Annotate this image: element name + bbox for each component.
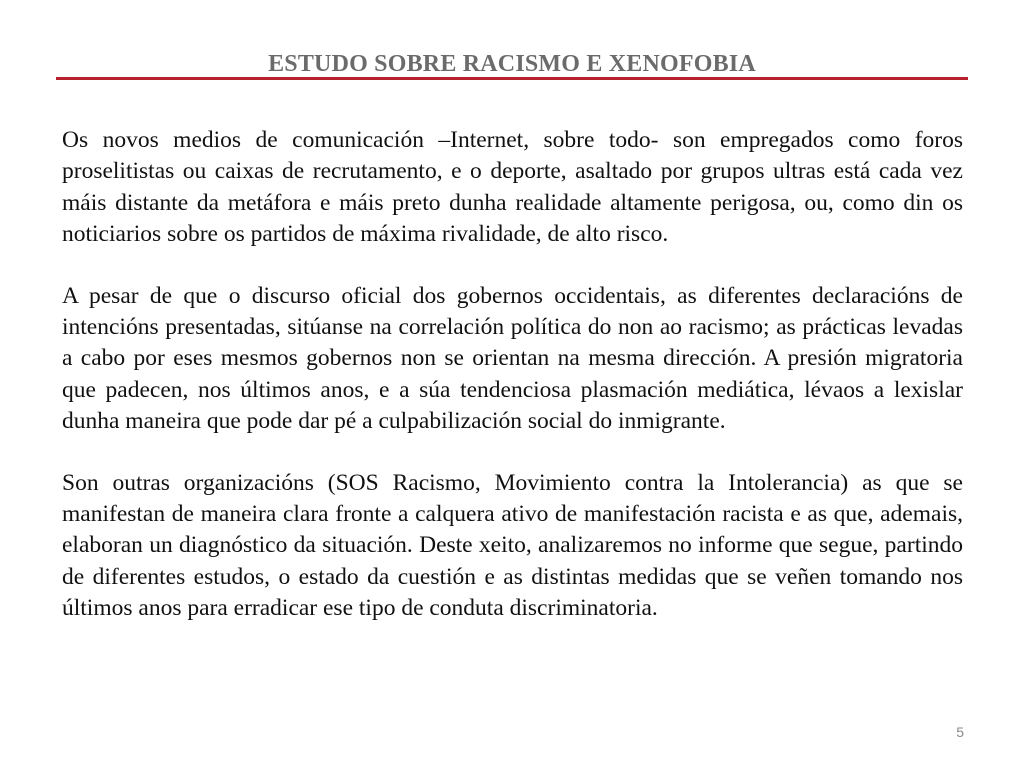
page-number: 5 xyxy=(956,724,964,740)
title-divider xyxy=(56,77,968,80)
paragraph-1: Os novos medios de comunicación –Internet, sobre todo- son empregados como foros proselitistas ou caixas de recrutamento, e o deporte, asaltado por grupos ultras está cada vez máis distante da metáfora e máis preto dunha realidade altamente perigosa, ou, como din os noticiarios sobre os partidos de máxima rivalidade, de alto risco. xyxy=(62,127,963,248)
paragraph-2: A pesar de que o discurso oficial dos gobernos occidentais, as diferentes declaracións de intencións presentadas, sitúanse na correlación política do non ao racismo; as prácticas levadas a cabo por eses mesmos gobernos non se orientan na mesma dirección. A presión migratoria que padecen, nos últimos anos, e a súa tendenciosa plasmación mediática, lévaos a lexislar dunha maneira que pode dar pé a culpabilización social do inmigrante. xyxy=(62,282,963,435)
slide-body xyxy=(62,125,963,625)
slide-title: ESTUDO SOBRE RACISMO E XENOFOBIA xyxy=(268,51,756,77)
paragraph-3: Son outras organizacións (SOS Racismo, Movimiento contra la Intolerancia) as que se manifestan de maneira clara fronte a calquera ativo de manifestación racista e as que, ademais, elaboran un diagnóstico da situación. Deste xeito, analizaremos no informe que segue, partindo de diferentes estudos, o estado da cuestión e as distintas medidas que se veñen tomando nos últimos anos para erradicar ese tipo de conduta discriminatoria. xyxy=(62,469,963,622)
